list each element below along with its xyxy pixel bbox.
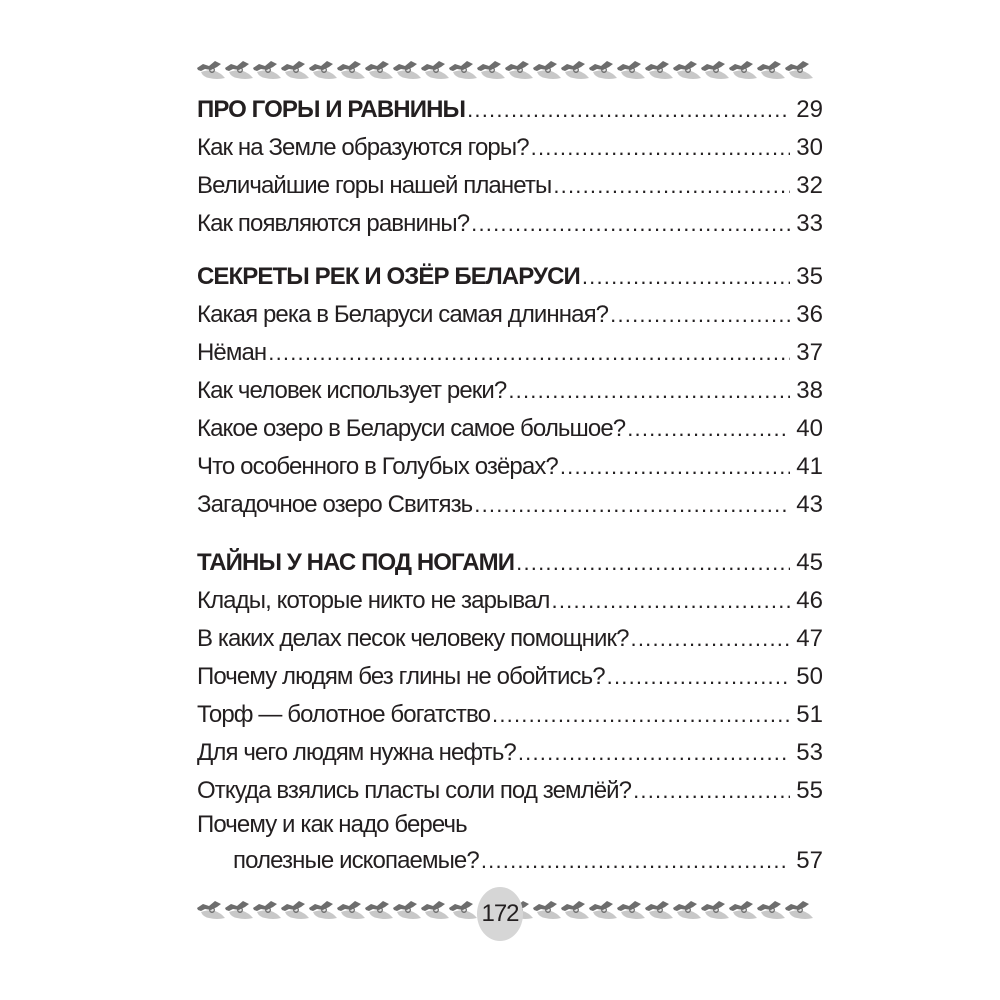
entry-title-line1: Почему и как надо беречь [197,811,467,838]
dot-leader [508,377,790,405]
toc-entry[interactable] [197,769,823,805]
dot-leader [631,625,791,653]
top-ornament-border [195,58,827,84]
page-number: 50 [796,663,823,690]
page-number: 29 [796,96,823,123]
toc-entry[interactable] [197,579,823,615]
dot-leader [492,701,790,729]
entry-title: Величайшие горы нашей планеты [197,172,552,199]
dot-leader [552,587,791,615]
entry-title: Загадочное озеро Свитязь [197,491,473,518]
section-title: ПРО ГОРЫ И РАВНИНЫ [197,96,466,123]
page-number-badge [477,887,523,941]
toc-entry[interactable] [197,126,823,162]
dot-leader [467,96,790,124]
wave-scroll-ornament-icon [195,58,827,84]
dot-leader [481,847,790,875]
dot-leader [518,739,790,767]
dot-leader [474,491,790,519]
dot-leader [627,415,790,443]
entry-title: Как на Земле образуются горы? [197,134,529,161]
entry-title: Какая река в Беларуси самая длинная? [197,301,609,328]
page-number: 46 [796,587,823,614]
toc-entry[interactable] [197,293,823,329]
entry-title: Какое озеро в Беларуси самое большое? [197,415,626,442]
toc-entry[interactable] [197,693,823,729]
toc-entry[interactable] [197,164,823,200]
page-number: 45 [796,549,823,576]
page-number: 32 [796,172,823,199]
dot-leader [560,453,790,481]
page-number: 55 [796,777,823,804]
toc-section-heading[interactable] [197,541,823,577]
entry-title: Откуда взялись пласты соли под землёй? [197,777,632,804]
section-title: ТАЙНЫ У НАС ПОД НОГАМИ [197,549,515,576]
page-number: 33 [796,210,823,237]
section-title: СЕКРЕТЫ РЕК И ОЗЁР БЕЛАРУСИ [197,263,580,290]
page-number: 47 [796,625,823,652]
entry-title: Для чего людям нужна нефть? [197,739,516,766]
page-number: 36 [796,301,823,328]
toc-entry[interactable] [197,839,823,875]
toc-entry[interactable] [197,445,823,481]
page-number: 51 [796,701,823,728]
toc-entry[interactable] [197,617,823,653]
page-number: 53 [796,739,823,766]
entry-title: Что особенного в Голубых озёрах? [197,453,558,480]
entry-title: Как появляются равнины? [197,210,470,237]
page-number: 40 [796,415,823,442]
entry-title: Нёман [197,339,267,366]
dot-leader [553,172,790,200]
toc-entry[interactable] [197,407,823,443]
page-number: 37 [796,339,823,366]
toc-entry[interactable] [197,202,823,238]
entry-title: Как человек использует реки? [197,377,507,404]
dot-leader [582,263,790,291]
dot-leader [531,134,791,162]
page-number-label: 172 [481,900,519,927]
entry-title-line2: полезные ископаемые? [233,847,479,874]
dot-leader [471,210,790,238]
page-number: 38 [796,377,823,404]
toc-section-heading[interactable] [197,88,823,124]
page-number: 35 [796,263,823,290]
dot-leader [610,301,790,329]
dot-leader [268,339,790,367]
page-number: 57 [796,847,823,874]
toc-entry[interactable] [197,655,823,691]
toc-section-heading[interactable] [197,255,823,291]
toc-entry[interactable] [197,369,823,405]
dot-leader [633,777,790,805]
toc-entry[interactable] [197,731,823,767]
page-number: 30 [796,134,823,161]
entry-title: Клады, которые никто не зарывал [197,587,550,614]
dot-leader [607,663,791,691]
toc-entry[interactable] [197,331,823,367]
entry-title: В каких делах песок человеку помощник? [197,625,629,652]
dot-leader [516,549,790,577]
entry-title: Почему людям без глины не обойтись? [197,663,605,690]
page-number: 43 [796,491,823,518]
entry-title: Торф — болотное богатство [197,701,491,728]
toc-entry[interactable] [197,483,823,519]
page-number: 41 [796,453,823,480]
